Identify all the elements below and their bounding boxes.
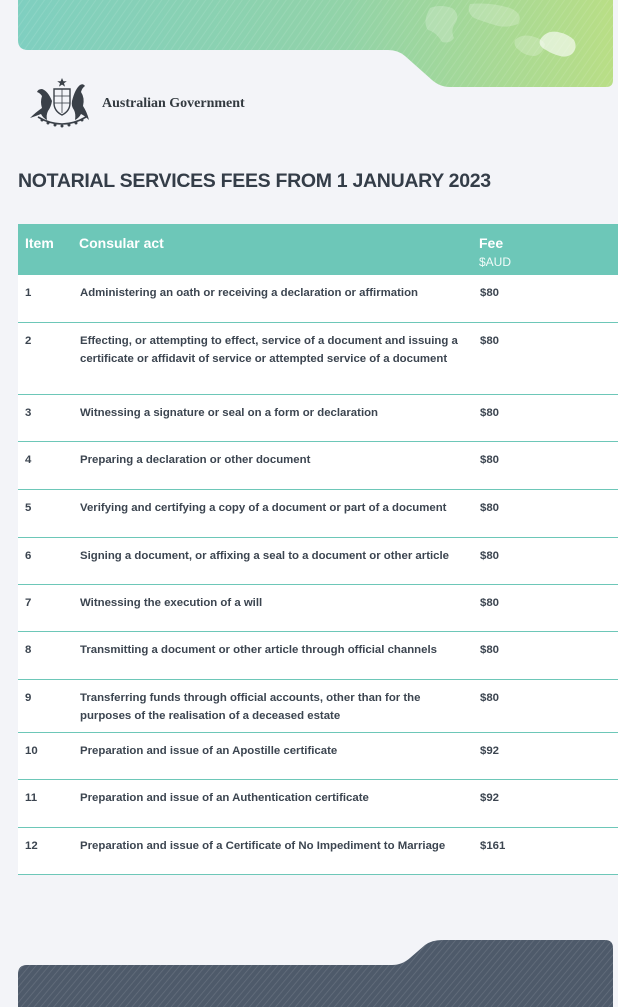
consular-act-cell: Preparation and issue of a Certificate of No Impediment to Marriage [79,827,479,874]
fee-cell: $92 [479,732,618,779]
column-header-item: Item [18,224,79,275]
fee-cell: $80 [479,275,618,322]
table-row [18,394,618,441]
fee-label: Fee [479,235,504,251]
table-row [18,322,618,394]
fee-cell: $80 [479,631,618,679]
consular-act-cell: Preparation and issue of an Apostille certificate [79,732,479,779]
consular-act-cell: Effecting, or attempting to effect, service of a document and issuing a certificate or affidavit of service or attempted service of a document [79,322,479,394]
fee-cell: $161 [479,827,618,874]
item-number-cell: 6 [18,537,79,584]
table-row [18,275,618,322]
item-number-cell: 4 [18,441,79,489]
item-number-cell: 11 [18,779,79,827]
consular-act-cell: Verifying and certifying a copy of a document or part of a document [79,489,479,537]
item-number-cell: 5 [18,489,79,537]
consular-act-cell: Witnessing the execution of a will [79,584,479,631]
consular-act-cell: Witnessing a signature or seal on a form or declaration [79,394,479,441]
consular-act-cell: Administering an oath or receiving a declaration or affirmation [79,275,479,322]
table-row [18,827,618,874]
bottom-banner-graphic [0,938,618,1007]
page-title: NOTARIAL SERVICES FEES FROM 1 JANUARY 2023 [18,170,491,192]
fee-cell: $80 [479,489,618,537]
column-header-fee [479,224,618,275]
item-number-cell: 1 [18,275,79,322]
fee-cell: $92 [479,779,618,827]
table-row [18,679,618,732]
consular-act-cell: Signing a document, or affixing a seal to a document or other article [79,537,479,584]
fee-cell: $80 [479,679,618,732]
column-header-consular-act: Consular act [79,224,479,275]
fee-cell: $80 [479,584,618,631]
item-number-cell: 3 [18,394,79,441]
table-row [18,584,618,631]
fees-table [18,224,618,875]
item-number-cell: 7 [18,584,79,631]
fee-currency-label: $AUD [479,255,512,269]
table-body [18,275,618,874]
coat-of-arms-icon [24,77,100,129]
australian-government-logo [24,76,245,130]
item-number-cell: 8 [18,631,79,679]
table-row [18,779,618,827]
table-row [18,489,618,537]
item-number-cell: 10 [18,732,79,779]
consular-act-cell: Preparing a declaration or other document [79,441,479,489]
fee-cell: $80 [479,537,618,584]
consular-act-cell: Preparation and issue of an Authentication certificate [79,779,479,827]
table-row [18,537,618,584]
table-row [18,732,618,779]
item-number-cell: 9 [18,679,79,732]
table-row [18,631,618,679]
item-number-cell: 12 [18,827,79,874]
consular-act-cell: Transferring funds through official accounts, other than for the purposes of the realisation of a deceased estate [79,679,479,732]
consular-act-cell: Transmitting a document or other article through official channels [79,631,479,679]
table-header [18,224,618,275]
fee-cell: $80 [479,322,618,394]
fee-cell: $80 [479,394,618,441]
table-row [18,441,618,489]
item-number-cell: 2 [18,322,79,394]
org-name: Australian Government [102,96,245,111]
fee-cell: $80 [479,441,618,489]
